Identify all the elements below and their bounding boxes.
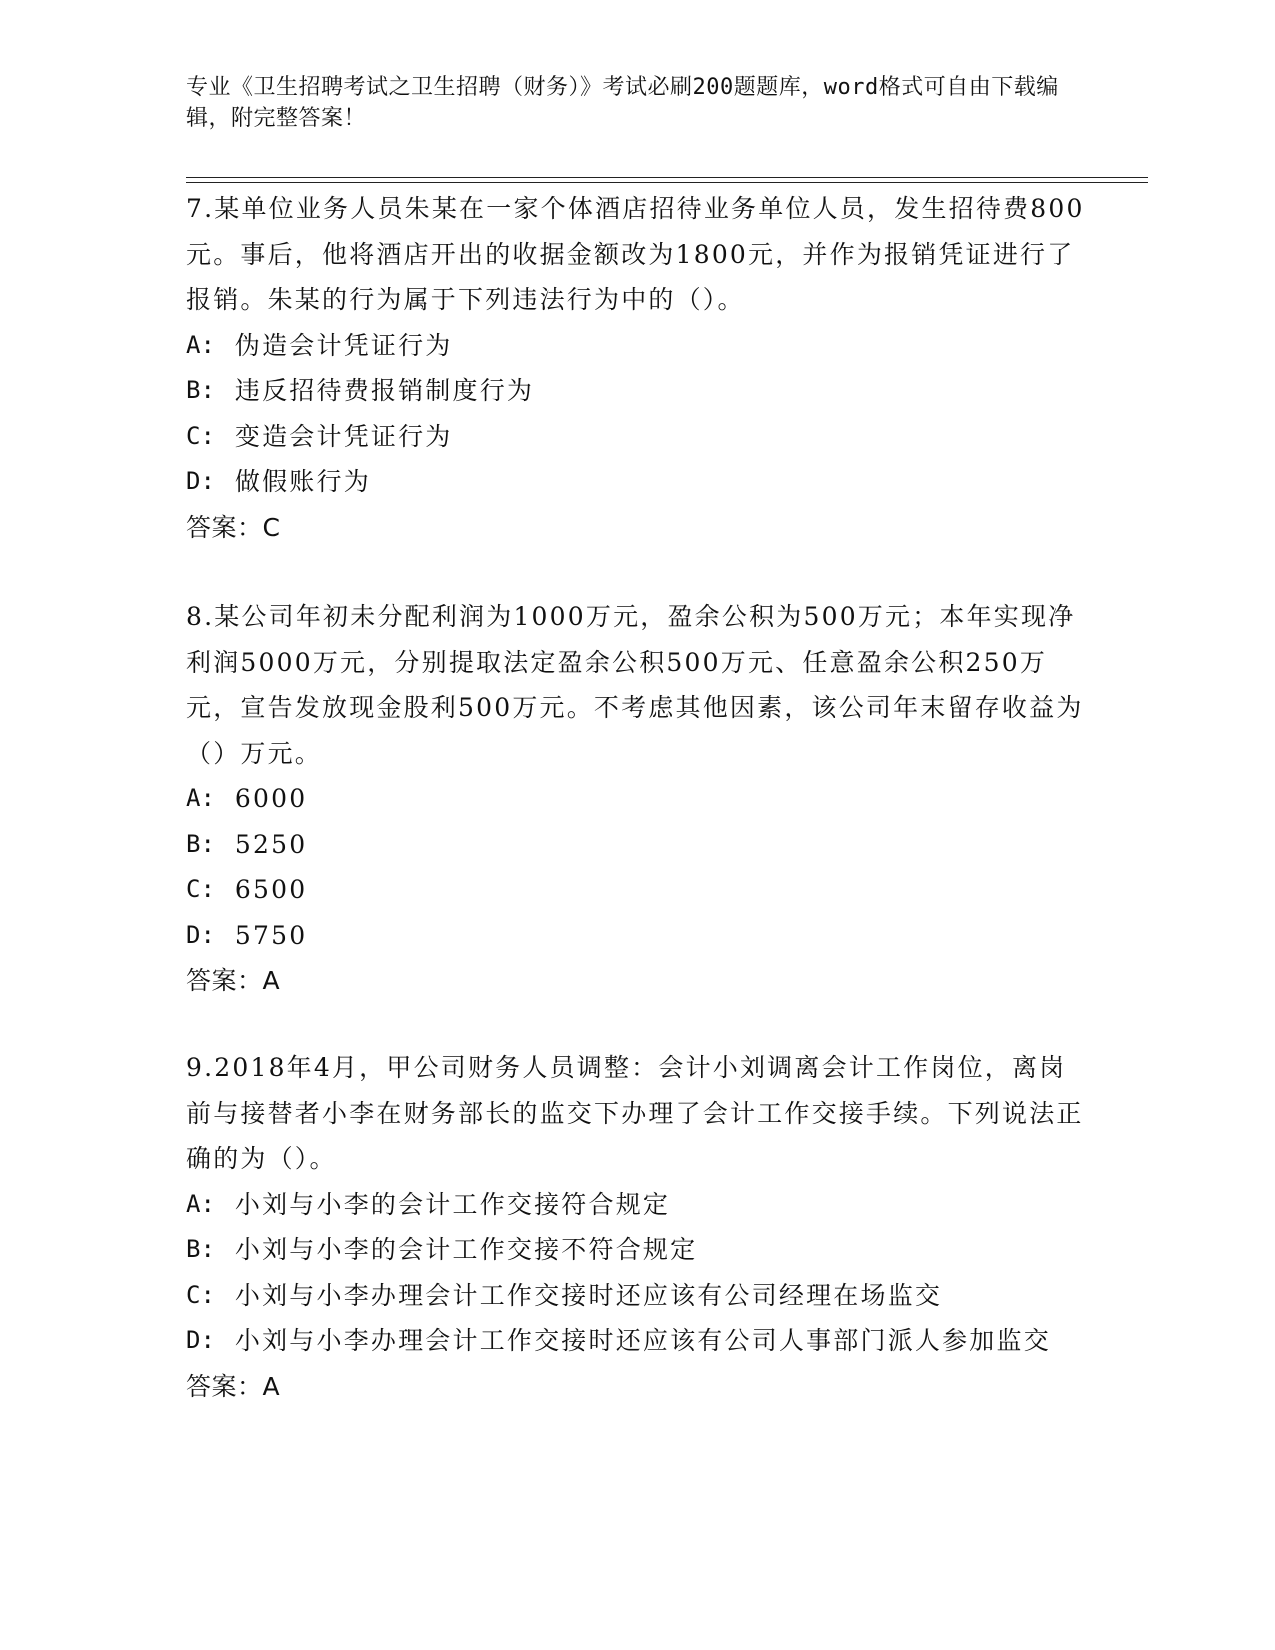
option-letter: C: [186, 1280, 215, 1309]
option-d [186, 459, 1086, 505]
option-b [186, 822, 1086, 868]
answer-line: 答案：A [186, 966, 281, 995]
option-letter: A: [186, 330, 215, 359]
option-text: 6500 [234, 875, 308, 904]
option-letter: C: [186, 421, 215, 450]
option-text: 小刘与小李的会计工作交接不符合规定 [234, 1235, 698, 1264]
option-text: 做假账行为 [234, 467, 371, 496]
option-text: 违反招待费报销制度行为 [234, 376, 535, 405]
option-letter: D: [186, 920, 215, 949]
header-rule-top [186, 177, 1148, 178]
option-letter: D: [186, 1326, 215, 1354]
option-letter: B: [186, 1235, 215, 1263]
document-header: 专业《卫生招聘考试之卫生招聘（财务）》考试必刷200题题库，word格式可自由下载编辑，附完整答案！ [186, 75, 1059, 131]
answer-line: 答案：C [186, 512, 281, 542]
option-a [186, 1182, 1086, 1228]
option-text: 伪造会计凭证行为 [234, 330, 453, 360]
header-rule-bottom [186, 182, 1148, 183]
question-7 [186, 186, 1086, 550]
option-c [186, 867, 1086, 913]
option-letter: A: [186, 784, 215, 812]
option-letter: B: [186, 829, 215, 858]
option-text: 5750 [234, 920, 308, 950]
question-8 [186, 594, 1086, 1004]
option-letter: B: [186, 376, 215, 404]
option-text: 6000 [234, 784, 308, 813]
option-c [186, 414, 1086, 460]
option-b [186, 368, 1086, 414]
option-c [186, 1273, 1086, 1319]
question-stem: 9.2018年4月，甲公司财务人员调整：会计小刘调离会计工作岗位，离岗前与接替者小李在财务部长的监交下办理了会计工作交接手续。下列说法正确的为（）。 [186, 1053, 1084, 1173]
option-text: 小刘与小李办理会计工作交接时还应该有公司经理在场监交 [234, 1280, 943, 1310]
question-9 [186, 1045, 1086, 1409]
question-stem: 7.某单位业务人员朱某在一家个体酒店招待业务单位人员，发生招待费800元。事后，他将酒店开出的收据金额改为1800元，并作为报销凭证进行了报销。朱某的行为属于下列违法行为中的（）。 [186, 194, 1085, 314]
option-a [186, 323, 1086, 369]
option-text: 变造会计凭证行为 [234, 421, 453, 451]
option-text: 小刘与小李的会计工作交接符合规定 [234, 1189, 671, 1219]
option-text: 小刘与小李办理会计工作交接时还应该有公司人事部门派人参加监交 [234, 1326, 1051, 1355]
question-stem: 8.某公司年初未分配利润为1000万元，盈余公积为500万元；本年实现净利润5000万元，分别提取法定盈余公积500万元、任意盈余公积250万元，宣告发放现金股利500万元。不考虑其他因素，该公司年末留存收益为（）万元。 [186, 602, 1084, 768]
answer-line: 答案：A [186, 1371, 281, 1401]
option-letter: A: [186, 1189, 215, 1218]
option-letter: C: [186, 875, 215, 903]
option-d [186, 913, 1086, 959]
option-b [186, 1227, 1086, 1273]
option-d [186, 1318, 1086, 1364]
option-a [186, 776, 1086, 822]
option-text: 5250 [234, 829, 308, 859]
option-letter: D: [186, 467, 215, 495]
